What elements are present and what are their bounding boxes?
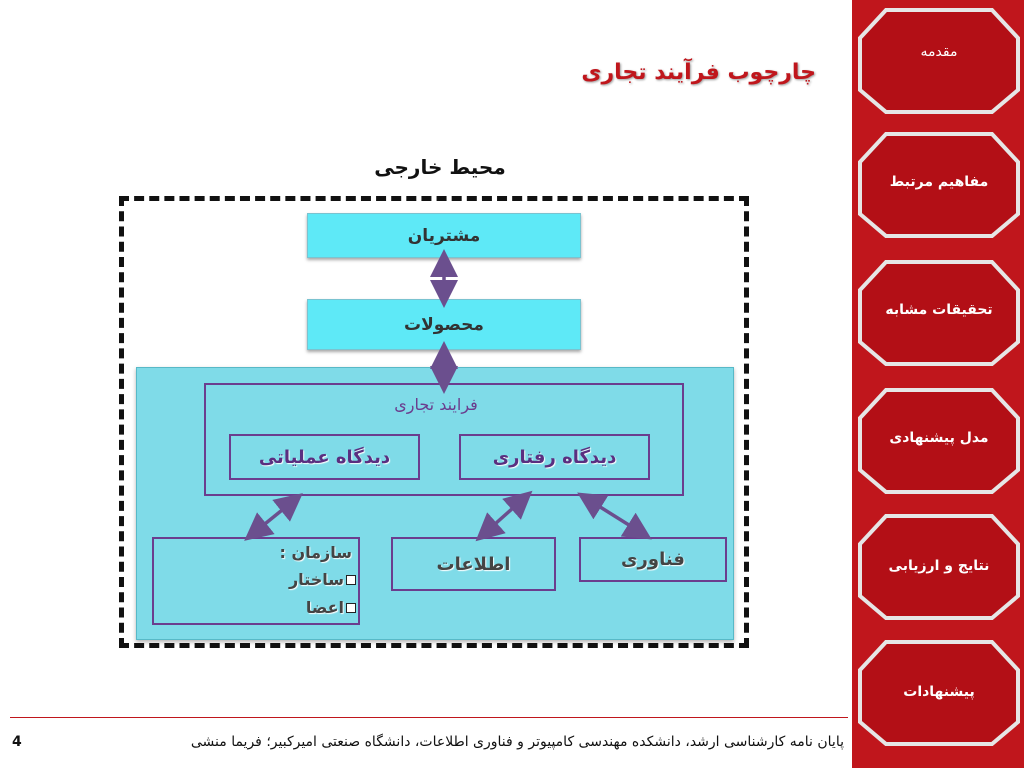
arrow-process-information xyxy=(486,500,522,532)
nav-label-similar-research: تحقیقات مشابه xyxy=(885,302,993,318)
organization-title: سازمان : xyxy=(279,543,352,562)
nav-label-suggestions: پیشنهادات xyxy=(903,684,975,700)
nav-button-suggestions[interactable] xyxy=(856,638,1022,748)
slide-title: چارچوب فرآیند تجاری xyxy=(581,60,816,85)
customers-box: مشتریان xyxy=(307,213,581,258)
nav-button-related-concepts[interactable] xyxy=(856,130,1022,240)
nav-label-introduction: مقدمه xyxy=(920,44,958,60)
arrow-process-organization xyxy=(255,502,292,532)
products-box: محصولات xyxy=(307,299,581,350)
organization-item-label: اعضا xyxy=(305,598,344,617)
operational-view-box: دیدگاه عملیاتی xyxy=(229,434,420,480)
external-environment-label: محیط خارجی xyxy=(374,155,506,179)
nav-button-introduction[interactable] xyxy=(856,6,1022,116)
nav-label-results: نتایج و ارزیابی xyxy=(888,558,990,574)
page-number: 4 xyxy=(12,734,22,750)
organization-item-label: ساختار xyxy=(288,570,344,589)
nav-button-shape xyxy=(856,6,1022,116)
nav-button-similar-research[interactable] xyxy=(856,258,1022,368)
information-box: اطلاعات xyxy=(391,537,556,591)
nav-button-proposed-model[interactable] xyxy=(856,386,1022,496)
nav-label-proposed-model: مدل پیشنهادی xyxy=(889,430,989,446)
arrow-process-technology xyxy=(589,500,640,532)
nav-button-results[interactable] xyxy=(856,512,1022,622)
nav-label-related-concepts: مفاهیم مرتبط xyxy=(889,174,989,190)
technology-box: فناوری xyxy=(579,537,727,582)
footer-divider xyxy=(10,717,848,718)
footer-text: پایان نامه کارشناسی ارشد، دانشکده مهندسی کامپیوتر و فناوری اطلاعات، دانشگاه صنعتی امیرکبیر؛ فریما منشی xyxy=(190,734,844,750)
behavioral-view-box: دیدگاه رفتاری xyxy=(459,434,650,480)
business-process-label: فرایند تجاری xyxy=(394,395,478,414)
